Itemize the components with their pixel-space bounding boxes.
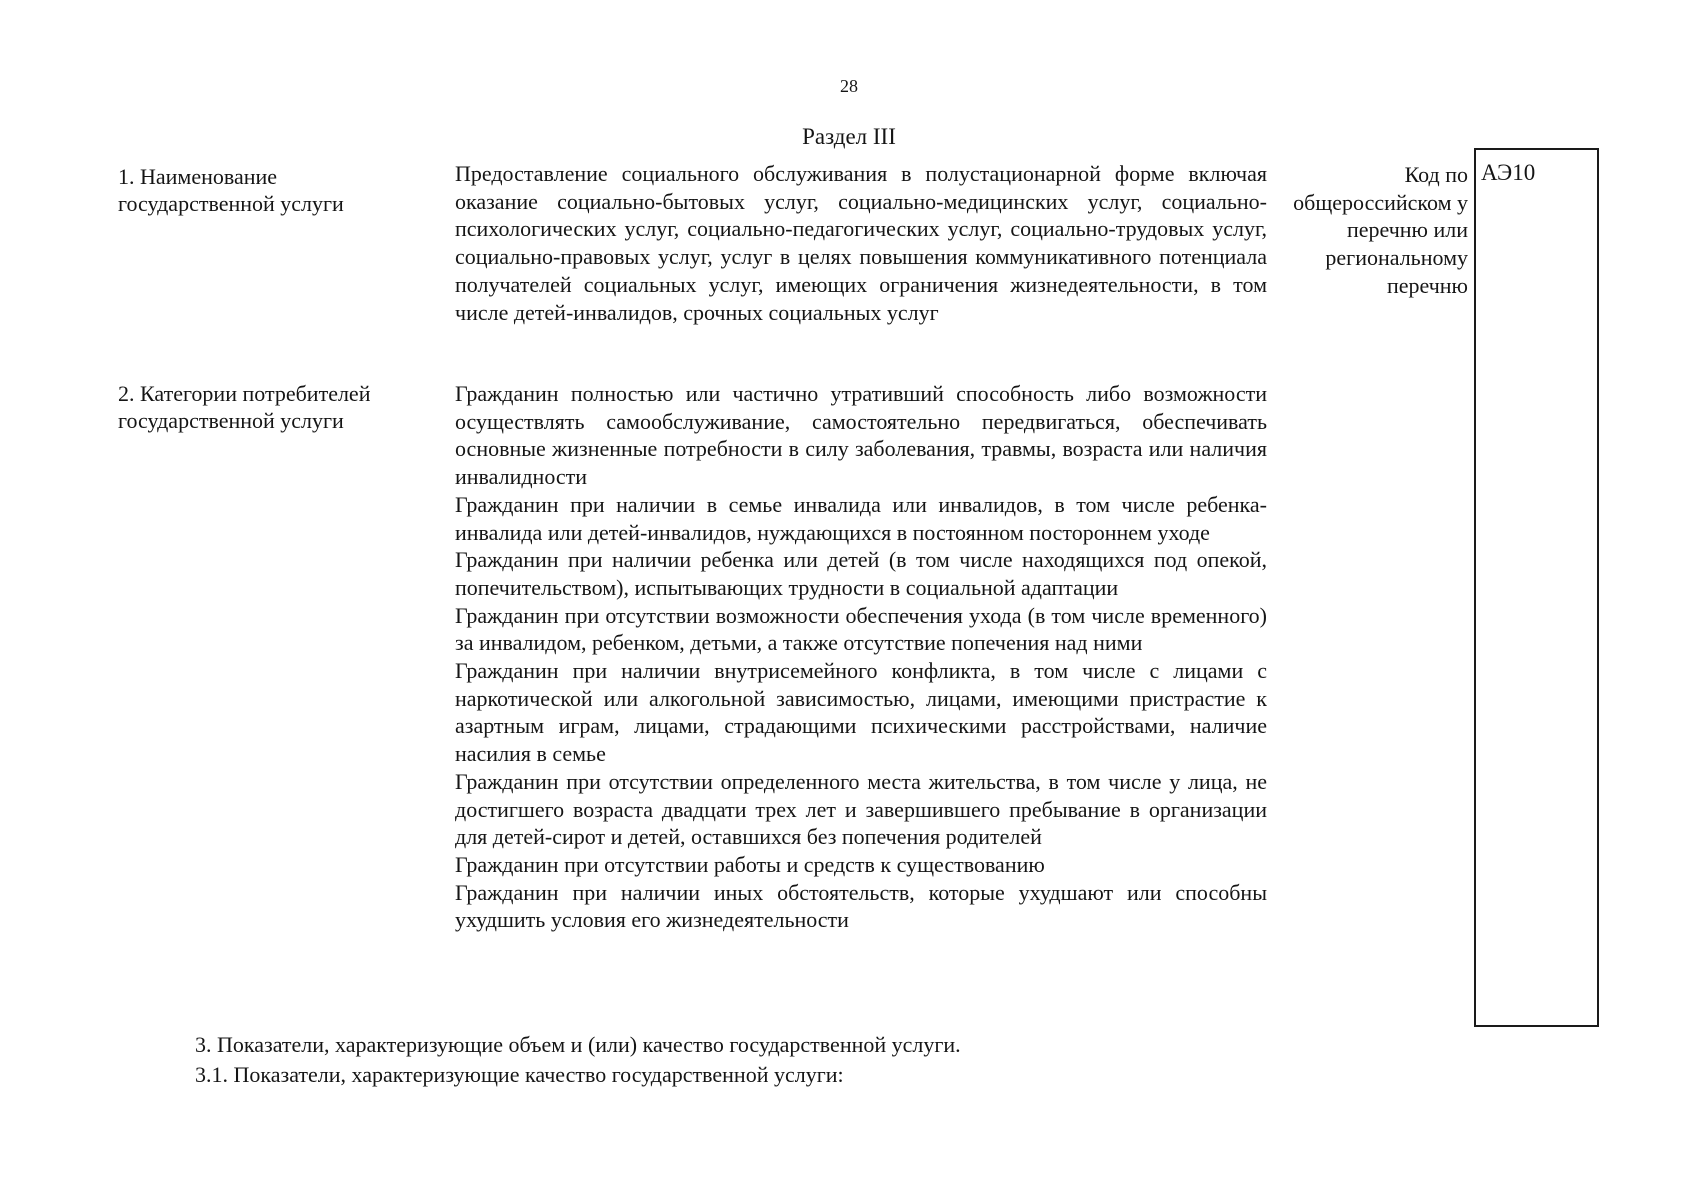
consumer-item: Гражданин при наличии иных обстоятельств, которые ухудшают или способны ухудшить условия его жизнедеятельности [455, 879, 1267, 933]
registry-code-box [1474, 148, 1599, 1027]
consumer-item: Гражданин полностью или частично утративший способность либо возможности осуществлять самообслуживание, самостоятельно передвигаться, обеспечивать основные жизненные потребности в силу заболевания, травмы, возраста или наличия инвалидности [455, 381, 1267, 490]
page-number: 28 [840, 76, 858, 96]
consumer-item: Гражданин при отсутствии работы и средств к существованию [455, 851, 1045, 877]
registry-code-label: Код по общероссийском у перечню или региональному перечню [1293, 162, 1468, 298]
service-name-label: 1. Наименование государственной услуги [118, 164, 344, 216]
section-title: Раздел III [802, 124, 896, 149]
registry-code-value: АЭ10 [1481, 160, 1536, 185]
consumer-item: Гражданин при отсутствии определенного места жительства, в том числе у лица, не достигшего возраста двадцати трех лет и завершившего пребывание в организации для детей-сирот и детей, оставшихся без попечения родителей [455, 768, 1267, 850]
service-name-value: Предоставление социального обслуживания в полустационарной форме включая оказание социально-бытовых услуг, социально-медицинских услуг, социально-психологических услуг, социально-педагогических услуг, социально-трудовых услуг, социально-правовых услуг, услуг в целях повышения коммуникативного потенциала получателей социальных услуг, имеющих ограничения жизнедеятельности, в том числе детей-инвалидов, срочных социальных услуг [455, 161, 1267, 325]
consumers-list [455, 380, 1267, 934]
consumer-item: Гражданин при наличии в семье инвалида или инвалидов, в том числе ребенка-инвалида или детей-инвалидов, нуждающихся в постоянном постороннем уходе [455, 491, 1267, 545]
indicators-subheading: 3.1. Показатели, характеризующие качество государственной услуги: [195, 1062, 844, 1087]
consumer-item: Гражданин при наличии внутрисемейного конфликта, в том числе с лицами с наркотической или алкогольной зависимостью, лицами, имеющими пристрастие к азартным играм, лицами, страдающими психическими расстройствами, наличие насилия в семье [455, 658, 1267, 767]
indicators-heading: 3. Показатели, характеризующие объем и (или) качество государственной услуги. [195, 1032, 961, 1057]
consumer-item: Гражданин при отсутствии возможности обеспечения ухода (в том числе временного) за инвалидом, ребенком, детьми, а также отсутствие попечения над ними [455, 602, 1267, 656]
consumer-item: Гражданин при наличии ребенка или детей (в том числе находящихся под опекой, попечительством), испытывающих трудности в социальной адаптации [455, 547, 1267, 600]
consumers-label: 2. Категории потребителей государственной услуги [118, 381, 371, 433]
